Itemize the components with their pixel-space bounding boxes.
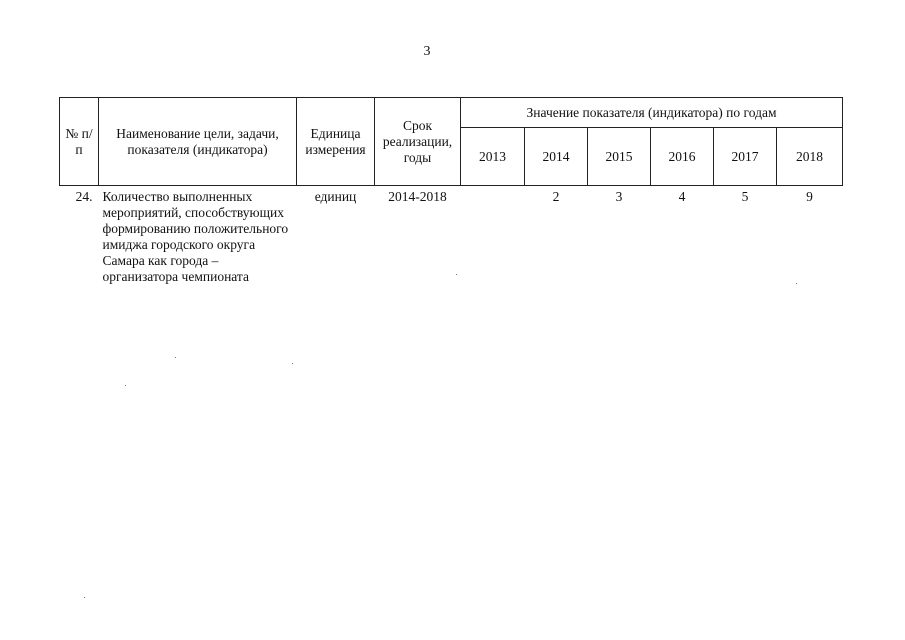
row-value-2013 — [461, 186, 525, 340]
header-year-2016: 2016 — [651, 128, 714, 186]
row-number: 24. — [75, 189, 93, 204]
indicator-table — [59, 97, 843, 339]
header-year-2014: 2014 — [525, 128, 588, 186]
scan-speck — [796, 283, 797, 284]
scan-speck — [292, 363, 293, 364]
header-year-2018: 2018 — [777, 128, 843, 186]
row-value-2015: 3 — [615, 189, 623, 204]
row-value-2014: 2 — [552, 189, 560, 204]
header-values-group: Значение показателя (индикатора) по годам — [461, 98, 843, 128]
row-name: Количество выполненных мероприятий, способствующих формированию положительного имиджа городского округа Самара как города – организатора чемпионата — [102, 189, 289, 284]
header-unit: Единица измерения — [297, 98, 375, 186]
header-year-2015: 2015 — [588, 128, 651, 186]
row-value-2018: 9 — [806, 189, 813, 204]
table-row — [60, 186, 843, 340]
scan-speck — [456, 274, 457, 275]
row-unit: единиц — [314, 189, 357, 204]
page-number: 3 — [423, 44, 431, 59]
scan-speck — [175, 357, 176, 358]
row-term: 2014-2018 — [388, 189, 447, 204]
header-year-2017: 2017 — [714, 128, 777, 186]
scan-speck — [125, 385, 126, 386]
header-year-2013: 2013 — [461, 128, 525, 186]
scan-speck — [84, 597, 85, 598]
row-value-2016: 4 — [678, 189, 686, 204]
header-name: Наименование цели, задачи, показателя (индикатора) — [99, 98, 297, 186]
row-value-2017: 5 — [741, 189, 749, 204]
header-number: № п/п — [60, 98, 99, 186]
header-term: Срок реализации, годы — [375, 98, 461, 186]
